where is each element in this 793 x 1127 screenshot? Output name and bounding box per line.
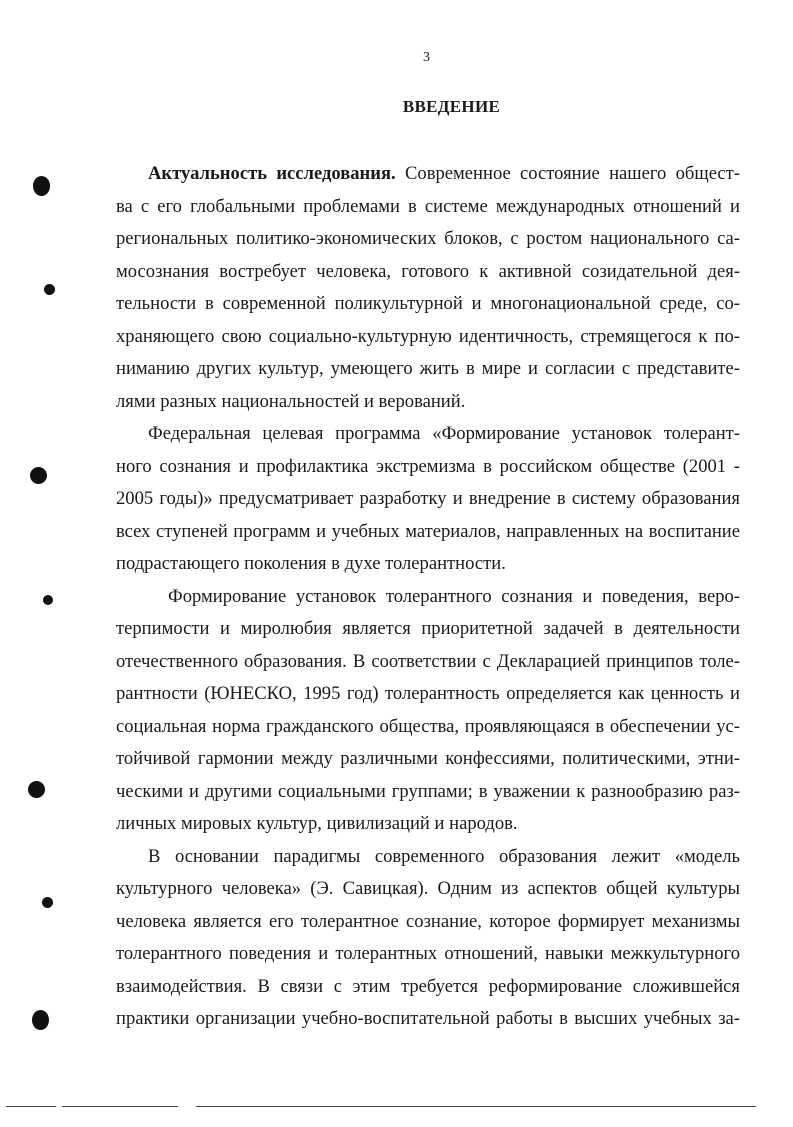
text-line: ного сознания и профилактика экстремизма в российском обществе (2001 -	[116, 455, 740, 477]
text-line: тойчивой гармонии между различными конфессиями, политическими, этни-	[116, 748, 740, 769]
page-title: ВВЕДЕНИЕ	[402, 97, 501, 116]
binding-hole-mark	[33, 176, 50, 196]
text-line: храняющего свою социально-культурную идентичность, стремящегося к по-	[116, 325, 740, 347]
footer-divider	[6, 1106, 56, 1107]
binding-hole-mark	[44, 284, 55, 295]
text-line: ва с его глобальными проблемами в системе международных отношений и	[116, 195, 740, 217]
section-lead: Актуальность исследования.	[148, 163, 396, 184]
text-line: тельности в современной поликультурной и многонациональной среде, со-	[116, 293, 740, 314]
document-body	[116, 158, 740, 1036]
text-line: ниманию других культур, умеющего жить в мире и согласии с представите-	[116, 358, 740, 379]
text-line: 2005 годы)» предусматривает разработку и внедрение в систему образования	[116, 488, 740, 509]
text-line: личных мировых культур, цивилизаций и народов.	[116, 813, 518, 834]
binding-hole-mark	[43, 595, 53, 605]
text-line: терпимости и миролюбия является приоритетной задачей в деятельности	[116, 618, 740, 639]
text-line: всех ступеней программ и учебных материалов, направленных на воспитание	[116, 520, 740, 542]
text-line: взаимодействия. В связи с этим требуется реформирование сложившейся	[116, 975, 740, 997]
text-line: культурного человека» (Э. Савицкая). Одним из аспектов общей культуры	[116, 878, 740, 899]
text-line: Формирование установок толерантного сознания и поведения, веро-	[168, 585, 740, 607]
text-line: рантности (ЮНЕСКО, 1995 год) толерантность определяется как ценность и	[116, 683, 740, 704]
text-line: человека является его толерантное сознание, которое формирует механизмы	[116, 910, 740, 932]
footer-divider	[196, 1106, 756, 1107]
text-line: лями разных национальностей и верований.	[116, 390, 466, 412]
text-line: мосознания востребует человека, готового к активной созидательной дея-	[116, 260, 740, 282]
text-line: Федеральная целевая программа «Формирование установок толерант-	[148, 423, 740, 444]
text-line: практики организации учебно-воспитательной работы в высших учебных за-	[116, 1008, 740, 1029]
text-line: толерантного поведения и толерантных отношений, навыки межкультурного	[116, 943, 740, 964]
text-line: ческими и другими социальными группами; в уважении к разнообразию раз-	[116, 780, 740, 802]
page-number: 3	[423, 50, 430, 65]
binding-hole-mark	[42, 897, 53, 908]
binding-hole-mark	[28, 781, 45, 798]
text-line: отечественного образования. В соответствии с Декларацией принципов толе-	[116, 650, 740, 672]
text-line: В основании парадигмы современного образования лежит «модель	[148, 845, 740, 867]
binding-hole-mark	[30, 467, 47, 484]
text-line: социальная норма гражданского общества, проявляющаяся в обеспечении ус-	[116, 715, 740, 737]
text-line: региональных политико-экономических блоков, с ростом национального са-	[116, 228, 740, 249]
text-line: подрастающего поколения в духе толерантности.	[116, 553, 506, 574]
text-line: Актуальность исследования. Современное состояние нашего общест-	[148, 163, 740, 184]
footer-divider	[62, 1106, 178, 1107]
binding-hole-mark	[32, 1010, 49, 1030]
